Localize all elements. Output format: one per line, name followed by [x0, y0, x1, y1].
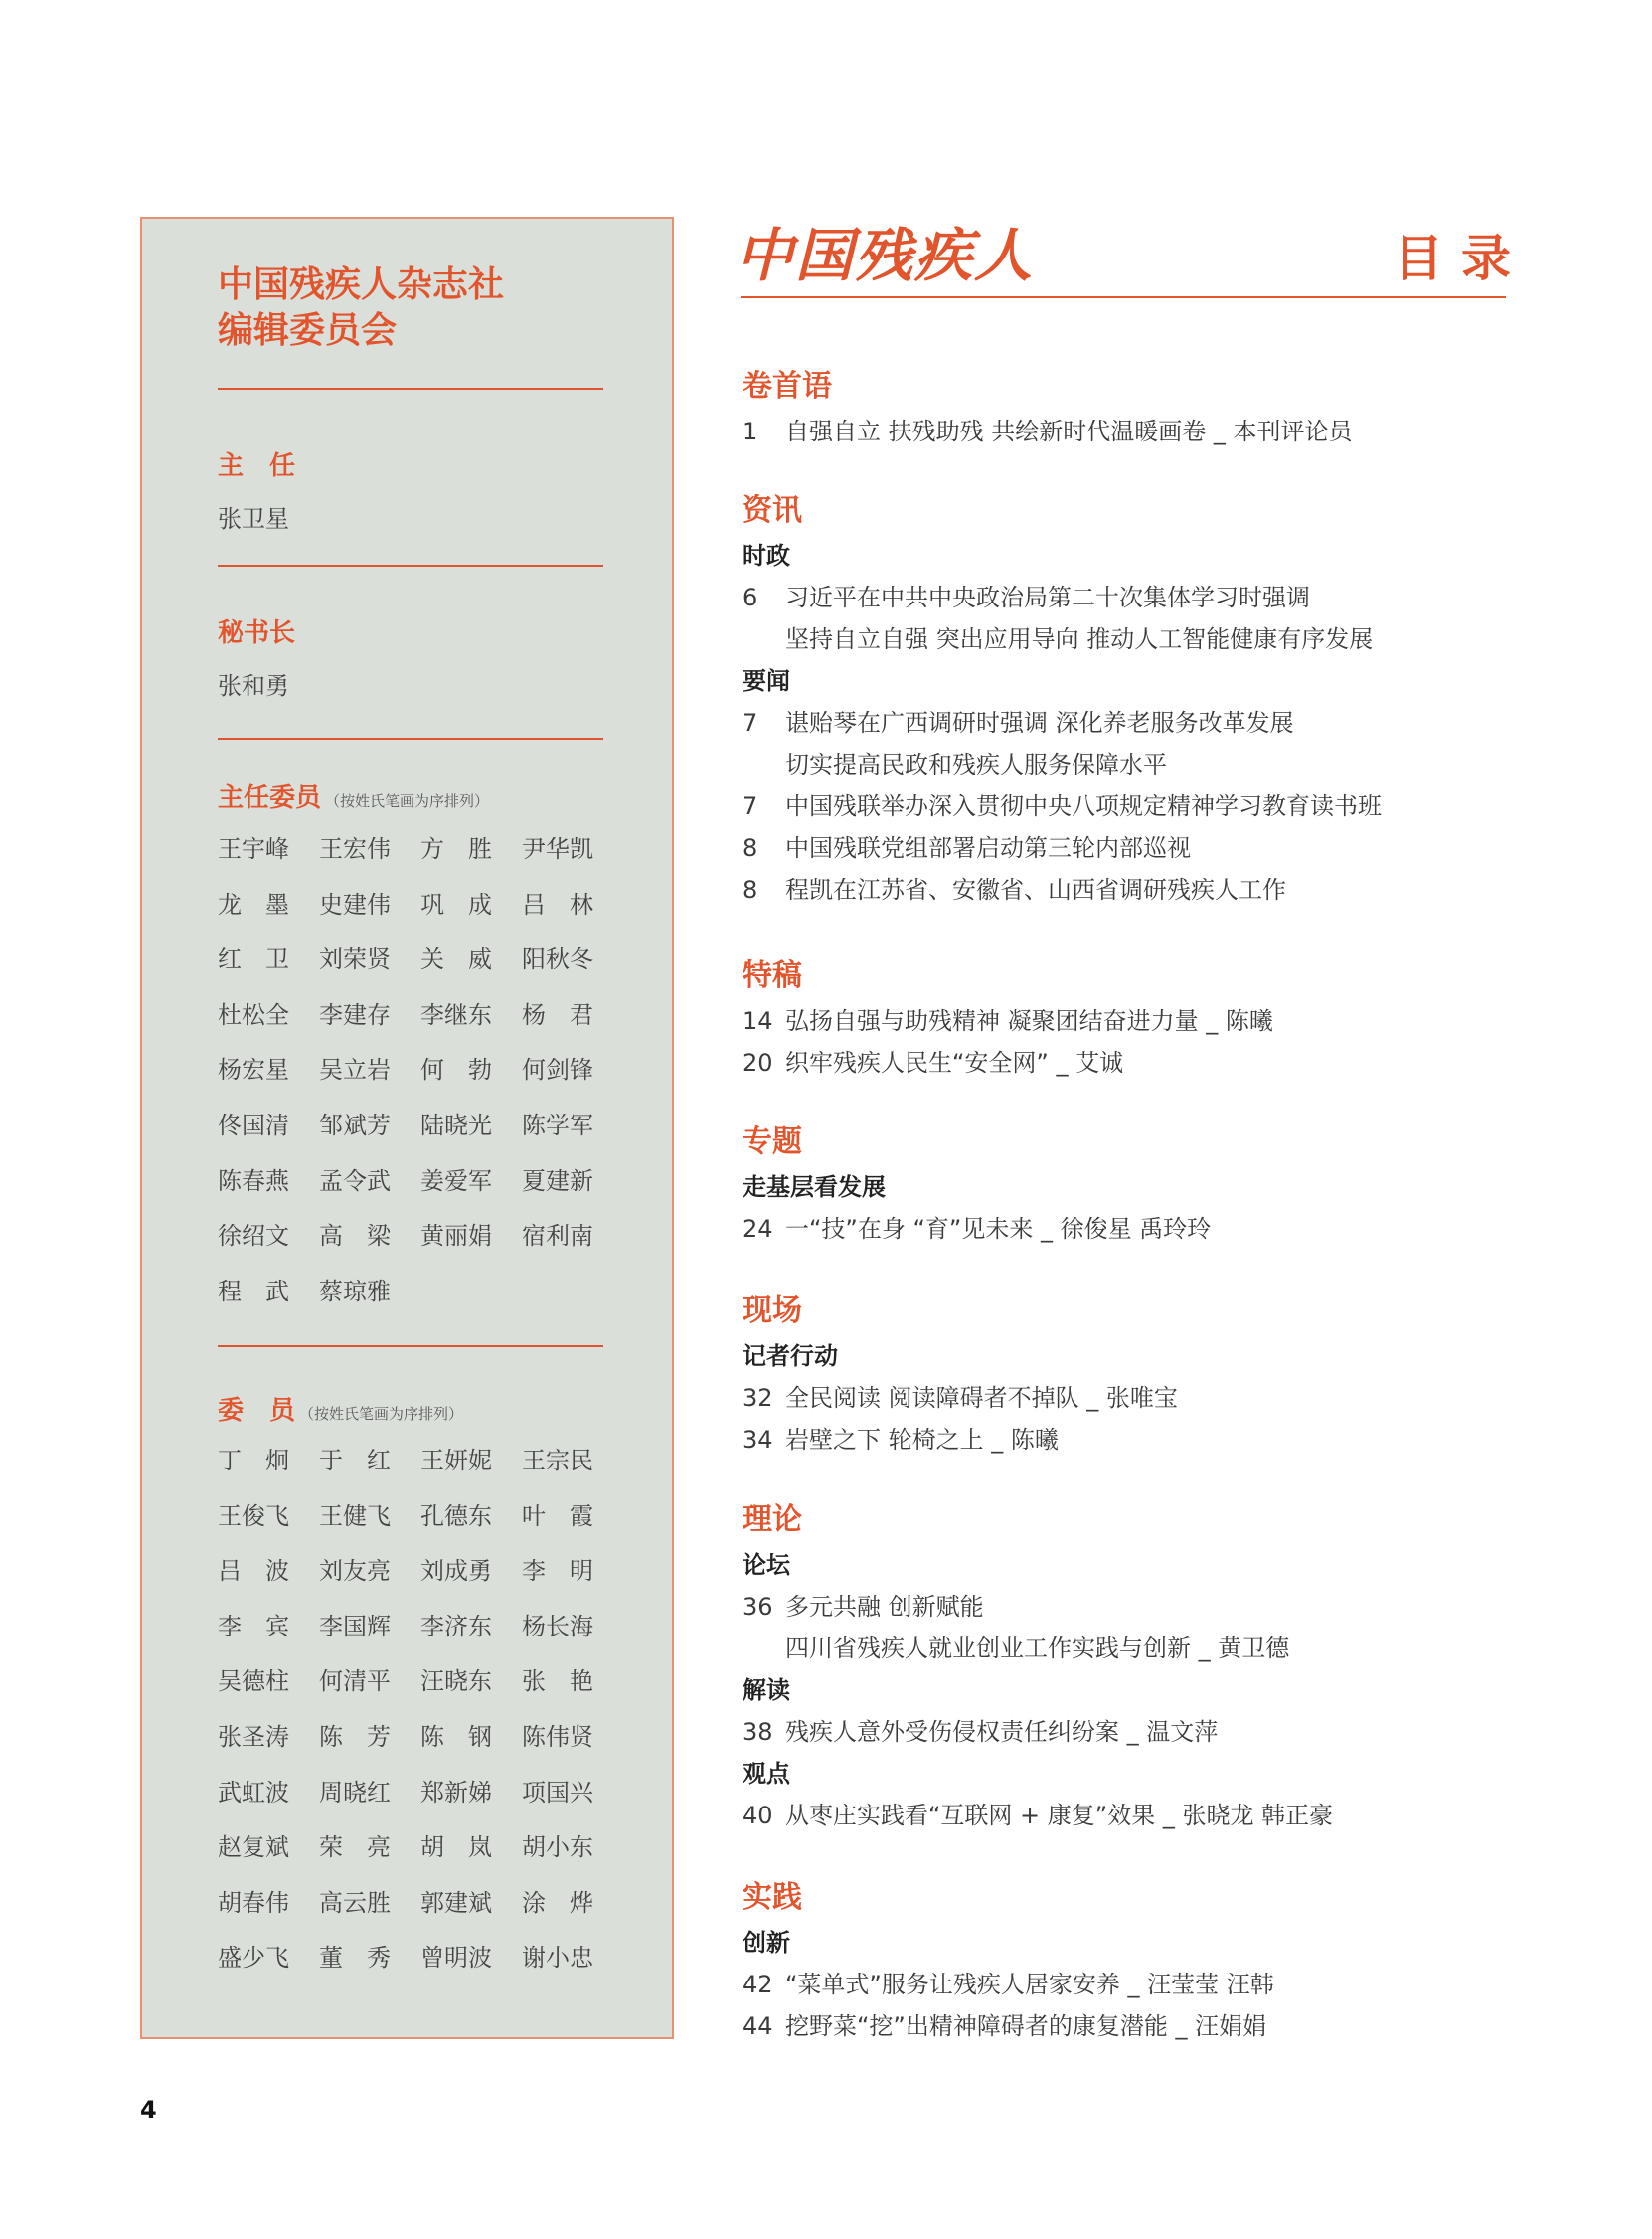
- toc-section: [743, 952, 1538, 1084]
- member-name: 吴德柱: [218, 1667, 289, 1696]
- member-name: 胡小东: [522, 1833, 593, 1862]
- member-name: 吕 林: [522, 890, 593, 919]
- toc-entry[interactable]: [743, 577, 1538, 660]
- toc-section: [743, 1119, 1538, 1250]
- toc-entry[interactable]: [743, 1042, 1538, 1084]
- entry-page-number: 24: [743, 1215, 773, 1243]
- entry-page-number: 36: [743, 1593, 773, 1621]
- entry-page-number: 34: [743, 1426, 773, 1454]
- entry-page-number: 40: [743, 1802, 773, 1829]
- secretary-title: 秘书长: [218, 618, 296, 648]
- member-name: 李建存: [319, 1000, 391, 1029]
- member-name: 陆晓光: [420, 1111, 492, 1139]
- entry-title-line: 一“技”在身 “育”见未来 _ 徐俊星 禹玲玲: [785, 1215, 1212, 1243]
- member-name: 项国兴: [522, 1778, 593, 1807]
- entry-title-line: 四川省残疾人就业创业工作实践与创新 _ 黄卫德: [785, 1635, 1290, 1662]
- section-title: 特稿: [743, 958, 802, 993]
- member-name: 吴立岩: [319, 1056, 391, 1085]
- member-name: 陈 芳: [319, 1722, 391, 1751]
- member-name: 曾明波: [420, 1944, 492, 1973]
- toc-section: [743, 1288, 1538, 1461]
- entry-title-line: 多元共融 创新赋能: [785, 1593, 984, 1621]
- member-name: 史建伟: [319, 890, 391, 919]
- entry-title-line: 谌贻琴在广西调研时强调 深化养老服务改革发展: [785, 709, 1294, 737]
- divider: [218, 388, 603, 390]
- member-name: 杨长海: [522, 1612, 593, 1640]
- toc-entry[interactable]: [743, 1208, 1538, 1250]
- member-name: 吕 波: [218, 1557, 289, 1586]
- member-name: 王健飞: [319, 1501, 391, 1530]
- member-name: 郭建斌: [420, 1888, 492, 1917]
- entry-title-line: 坚持自立自强 突出应用导向 推动人工智能健康有序发展: [785, 625, 1374, 653]
- entry-title-line: 织牢残疾人民生“安全网” _ 艾诚: [785, 1049, 1124, 1077]
- section-title: 理论: [743, 1502, 802, 1537]
- entry-page-number: 7: [743, 709, 758, 737]
- section-title: 实践: [743, 1880, 802, 1915]
- member-name: 汪晓东: [420, 1667, 492, 1696]
- member-name: 陈 钢: [420, 1722, 492, 1751]
- entry-page-number: 7: [743, 792, 758, 820]
- subsection-title: 观点: [743, 1760, 790, 1788]
- member-name: 姜爱军: [420, 1166, 492, 1195]
- member-name: 李 宾: [218, 1612, 289, 1640]
- entry-page-number: 6: [743, 584, 758, 611]
- member-name: 红 卫: [218, 946, 289, 974]
- director-name: 张卫星: [218, 505, 289, 533]
- section-title: 卷首语: [743, 369, 832, 404]
- member-name: 丁 炯: [218, 1447, 289, 1474]
- toc-entry[interactable]: [743, 1586, 1538, 1669]
- toc-entry[interactable]: [743, 1377, 1538, 1419]
- member-name: 王妍妮: [420, 1447, 492, 1474]
- member-name: 关 威: [420, 946, 492, 974]
- member-name: 李国辉: [319, 1612, 391, 1640]
- section-title: 资讯: [743, 493, 802, 528]
- member-name: 蔡琼雅: [319, 1277, 391, 1305]
- member-name: 赵复斌: [218, 1833, 289, 1862]
- member-name: 周晓红: [319, 1778, 391, 1807]
- subsection-title: 记者行动: [743, 1342, 838, 1370]
- member-name: 李继东: [420, 1000, 492, 1029]
- member-name: 何剑锋: [522, 1056, 593, 1085]
- divider: [218, 1345, 603, 1347]
- entry-page-number: 20: [743, 1049, 773, 1077]
- vice-members-title: 主任委员 （按姓氏笔画为序排列）: [218, 783, 490, 813]
- member-name: 杨宏星: [218, 1056, 289, 1085]
- member-name: 涂 烨: [522, 1888, 593, 1917]
- entry-title-line: 从枣庄实践看“互联网 + 康复”效果 _ 张晓龙 韩正豪: [785, 1802, 1334, 1829]
- entry-page-number: 44: [743, 2012, 773, 2040]
- entry-title-line: 自强自立 扶残助残 共绘新时代温暖画卷 _ 本刊评论员: [785, 418, 1353, 445]
- entry-page-number: 1: [743, 418, 758, 445]
- toc-section: [743, 487, 1538, 911]
- member-name: 何清平: [319, 1667, 391, 1696]
- entry-page-number: 38: [743, 1718, 773, 1746]
- divider: [218, 565, 603, 567]
- entry-title-line: 切实提高民政和残疾人服务保障水平: [785, 751, 1167, 778]
- subsection-title: 要闻: [743, 667, 790, 695]
- member-name: 荣 亮: [319, 1833, 391, 1862]
- board-title: 中国残疾人杂志社 编辑委员会: [218, 264, 505, 351]
- toc-entry[interactable]: [743, 869, 1538, 911]
- toc-entry[interactable]: [743, 2005, 1538, 2047]
- toc-section: [743, 1874, 1538, 2047]
- member-name: 陈伟贤: [522, 1722, 593, 1751]
- member-name: 胡春伟: [218, 1888, 289, 1917]
- member-name: 谢小忠: [522, 1944, 593, 1973]
- subsection-title: 时政: [743, 542, 790, 570]
- member-name: 孔德东: [420, 1501, 492, 1530]
- member-name: 黄丽娟: [420, 1222, 492, 1251]
- entry-page-number: 8: [743, 834, 758, 862]
- subsection-title: 创新: [743, 1929, 790, 1957]
- entry-title-line: 程凯在江苏省、安徽省、山西省调研残疾人工作: [785, 876, 1286, 904]
- toc-entry[interactable]: [743, 702, 1538, 785]
- entry-title-line: 习近平在中共中央政治局第二十次集体学习时强调: [785, 584, 1310, 611]
- section-title: 现场: [743, 1293, 802, 1328]
- member-name: 徐绍文: [218, 1222, 289, 1251]
- toc-entry[interactable]: [743, 411, 1538, 452]
- magazine-logo: 中国残疾人: [736, 222, 1035, 289]
- vice-members-list: [218, 832, 635, 1329]
- member-name: 杜松全: [218, 1000, 289, 1029]
- member-name: 陈春燕: [218, 1166, 289, 1195]
- toc-entry[interactable]: [743, 1711, 1538, 1753]
- member-name: 龙 墨: [218, 890, 289, 919]
- member-name: 高云胜: [319, 1888, 391, 1917]
- entry-title-line: 弘扬自强与助残精神 凝聚团结奋进力量 _ 陈曦: [785, 1007, 1273, 1035]
- member-name: 孟令武: [319, 1166, 391, 1195]
- entry-title-line: 挖野菜“挖”出精神障碍者的康复潜能 _ 汪娟娟: [785, 2012, 1267, 2040]
- member-name: 李 明: [522, 1557, 593, 1586]
- member-name: 王俊飞: [218, 1501, 289, 1530]
- divider: [218, 738, 603, 740]
- entry-page-number: 14: [743, 1007, 773, 1035]
- member-name: 盛少飞: [218, 1944, 289, 1973]
- subsection-title: 走基层看发展: [743, 1173, 886, 1201]
- member-name: 陈学军: [522, 1111, 593, 1139]
- member-name: 程 武: [218, 1277, 289, 1305]
- member-name: 于 红: [319, 1447, 391, 1474]
- header-divider: [741, 296, 1506, 298]
- toc-entry[interactable]: [743, 785, 1538, 827]
- toc-entry[interactable]: [743, 1419, 1538, 1461]
- member-name: 王宗民: [522, 1447, 593, 1474]
- members-list: [218, 1444, 635, 1996]
- toc-entry[interactable]: [743, 1000, 1538, 1042]
- toc-entry[interactable]: [743, 827, 1538, 869]
- member-name: 张圣涛: [218, 1722, 289, 1751]
- member-name: 胡 岚: [420, 1833, 492, 1862]
- member-name: 宿利南: [522, 1222, 593, 1251]
- member-name: 刘荣贤: [319, 946, 391, 974]
- subsection-title: 解读: [743, 1676, 790, 1704]
- member-name: 夏建新: [522, 1166, 593, 1195]
- entry-title-line: “菜单式”服务让残疾人居家安养 _ 汪莹莹 汪韩: [785, 1971, 1274, 1998]
- entry-page-number: 32: [743, 1384, 773, 1412]
- editorial-board-panel: [140, 217, 674, 2039]
- entry-page-number: 8: [743, 876, 758, 904]
- member-name: 巩 成: [420, 890, 492, 919]
- member-name: 邹斌芳: [319, 1111, 391, 1139]
- member-name: 方 胜: [420, 835, 492, 863]
- entry-title-line: 岩壁之下 轮椅之上 _ 陈曦: [785, 1426, 1059, 1454]
- member-name: 何 勃: [420, 1056, 492, 1085]
- page-number: 4: [140, 2096, 157, 2124]
- member-name: 叶 霞: [522, 1501, 593, 1530]
- member-name: 佟国清: [218, 1111, 289, 1139]
- member-name: 高 梁: [319, 1222, 391, 1251]
- toc-heading: 目录: [1394, 229, 1529, 287]
- member-name: 董 秀: [319, 1944, 391, 1973]
- member-name: 刘友亮: [319, 1557, 391, 1586]
- entry-title-line: 中国残联举办深入贯彻中央八项规定精神学习教育读书班: [785, 792, 1382, 820]
- member-name: 杨 君: [522, 1000, 593, 1029]
- member-name: 武虹波: [218, 1778, 289, 1807]
- member-name: 阳秋冬: [522, 946, 593, 974]
- director-title: 主 任: [218, 451, 296, 481]
- member-name: 刘成勇: [420, 1557, 492, 1586]
- section-title: 专题: [743, 1124, 802, 1159]
- entry-title-line: 全民阅读 阅读障碍者不掉队 _ 张唯宝: [785, 1384, 1178, 1412]
- subsection-title: 论坛: [743, 1551, 790, 1579]
- member-name: 郑新娣: [420, 1778, 492, 1807]
- secretary-name: 张和勇: [218, 672, 289, 700]
- member-name: 李济东: [420, 1612, 492, 1640]
- entry-page-number: 42: [743, 1971, 773, 1998]
- toc-section: [743, 1496, 1538, 1836]
- members-title: 委 员 （按姓氏笔画为序排列）: [218, 1396, 464, 1426]
- member-name: 王宇峰: [218, 835, 289, 863]
- toc-entry[interactable]: [743, 1964, 1538, 2005]
- member-name: 张 艳: [522, 1667, 593, 1696]
- toc-section: [743, 363, 1538, 452]
- entry-title-line: 残疾人意外受伤侵权责任纠纷案 _ 温文萍: [785, 1718, 1219, 1746]
- member-name: 王宏伟: [319, 835, 391, 863]
- entry-title-line: 中国残联党组部署启动第三轮内部巡视: [785, 834, 1191, 862]
- toc-entry[interactable]: [743, 1795, 1538, 1836]
- member-name: 尹华凯: [522, 835, 593, 863]
